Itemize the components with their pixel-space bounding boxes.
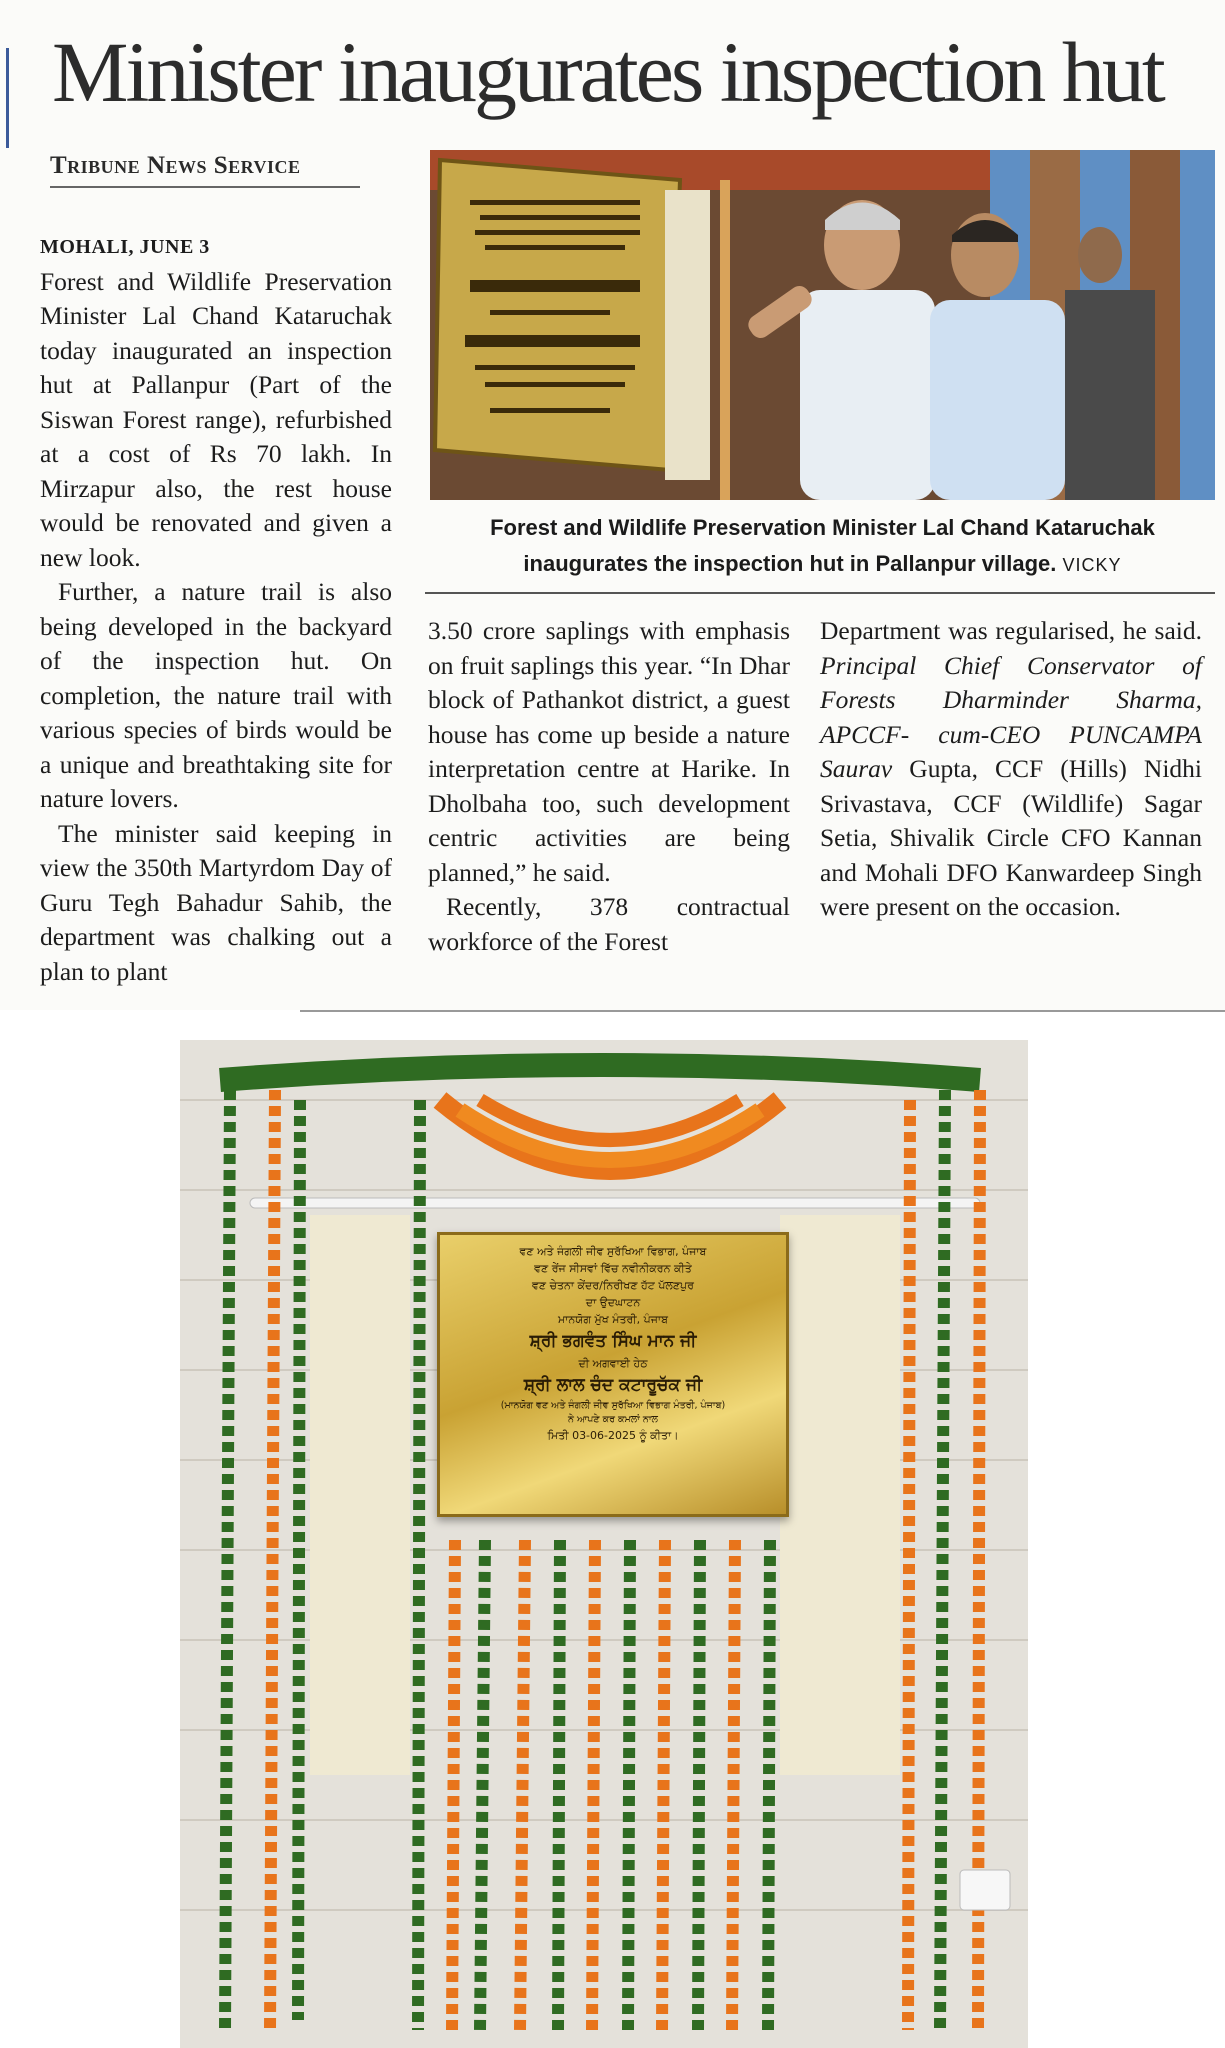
plaque-chief-minister-name: ਸ਼੍ਰੀ ਭਗਵੰਤ ਸਿੰਘ ਮਾਨ ਜੀ [529, 1331, 697, 1351]
plaque-line: ਦੀ ਅਗਵਾਈ ਹੇਠ [578, 1357, 648, 1370]
article-column-3 [820, 614, 1202, 925]
photo-credit: VICKY [1062, 555, 1122, 575]
margin-rule [6, 48, 9, 148]
text-run: Department was regularised, he said. [820, 616, 1202, 645]
paragraph: 3.50 crore saplings with emphasis on fruit saplings this year. “In Dhar block of Pathankot district, a guest house has come up beside a nature interpretation centre at Harike. In Dholbaha too, such development centric activities are being planned,” he said. [428, 616, 790, 887]
ceremony-photo [430, 150, 1215, 500]
paragraph: The minister said keeping in view the 350th Martyrdom Day of Guru Tegh Bahadur Sahib, the department was chalking out a plan to plant [40, 818, 392, 986]
paragraph [820, 614, 1202, 925]
plaque-line: ਵਣ ਚੇਤਨਾ ਕੇਂਦਰ/ਨਿਰੀਖਣ ਹੱਟ ਪੱਲਣਪੁਰ [532, 1279, 694, 1292]
inauguration-plaque [437, 1232, 789, 1517]
garland-wall-illustration [180, 1040, 1028, 2048]
plaque-line: ਵਣ ਅਤੇ ਜੰਗਲੀ ਜੀਵ ਸੁਰੱਖਿਆ ਵਿਭਾਗ, ਪੰਜਾਬ [519, 1245, 707, 1258]
plaque-line: ਦਾ ਉਦਘਾਟਨ [585, 1296, 641, 1309]
article-column-1 [40, 228, 392, 989]
paragraph: Forest and Wildlife Preservation Minister Lal Chand Kataruchak today inaugurated an inspection hut at Pallanpur (Part of the Siswan Forest range), refurbished at a cost of Rs 70 lakh. In Mirzapur also, the rest house would be renovated and given a new look. [40, 266, 392, 572]
newspaper-clipping [0, 0, 1225, 1010]
paragraph [40, 228, 392, 265]
plaque-line: ਮਾਨਯੋਗ ਮੁੱਖ ਮੰਤਰੀ, ਪੰਜਾਬ [558, 1313, 668, 1326]
paragraph: Recently, 378 contractual workforce of the Forest [428, 892, 790, 956]
plaque-line: ਨੇ ਆਪਣੇ ਕਰ ਕਮਲਾਂ ਨਾਲ [568, 1414, 658, 1425]
text-run-italic: Principal Chief Conservator of Forests Dharminder Sharma, APCCF- cum-CEO PUNCAMPA Saurav [820, 650, 1202, 783]
caption-rule [425, 592, 1215, 594]
caption-text: Forest and Wildlife Preservation Minister Lal Chand Kataruchak inaugurates the inspection hut in Pallanpur village. [490, 515, 1155, 576]
ceremony-photo-illustration [430, 150, 1215, 500]
plaque-line: (ਮਾਨਯੋਗ ਵਣ ਅਤੇ ਜੰਗਲੀ ਜੀਵ ਸੁਰੱਖਿਆ ਵਿਭਾਗ ਮੰਤਰੀ, ਪੰਜਾਬ) [500, 1400, 726, 1411]
plaque-date: ਮਿਤੀ 03-06-2025 ਨੂੰ ਕੀਤਾ। [547, 1429, 679, 1442]
byline: Tribune News Service [50, 152, 360, 188]
plaque-minister-name: ਸ਼੍ਰੀ ਲਾਲ ਚੰਦ ਕਟਾਰੂਚੱਕ ਜੀ [523, 1375, 703, 1395]
plaque-photo [180, 1040, 1028, 2048]
dateline: MOHALI, JUNE 3 [40, 236, 210, 258]
paragraph: Further, a nature trail is also being developed in the backyard of the inspection hut. On completion, the nature trail with various species of birds would be a unique and breathtaking site for nature lovers. [40, 577, 392, 813]
photo-caption [425, 510, 1220, 583]
headline: Minister inaugurates inspection hut [52, 24, 1163, 120]
text-run: Gupta, CCF (Hills) Nidhi Srivastava, CCF (Wildlife) Sagar Setia, Shivalik Circle CFO Kannan and Mohali DFO Kanwardeep Singh were present on the occasion. [820, 754, 1202, 921]
section-divider [300, 1010, 1225, 1012]
plaque-line: ਵਣ ਰੇਂਜ ਸੀਸਵਾਂ ਵਿੱਚ ਨਵੀਨੀਕਰਨ ਕੀਤੇ [534, 1262, 692, 1275]
article-column-2 [428, 614, 790, 959]
